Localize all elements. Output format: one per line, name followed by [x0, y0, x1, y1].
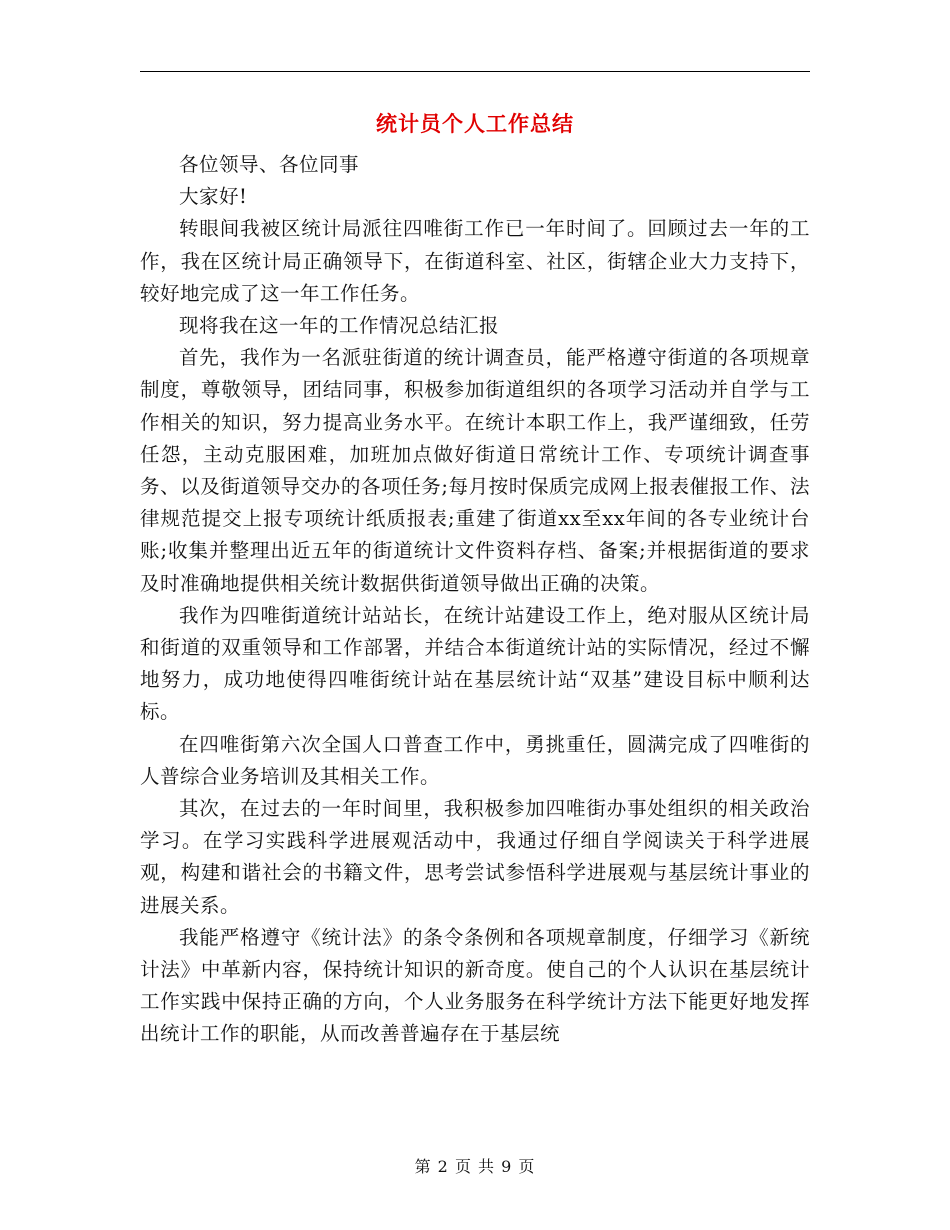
paragraph-report-lead: 现将我在这一年的工作情况总结汇报 [179, 314, 500, 338]
page-number: 第 2 页 共 9 页 [414, 1157, 536, 1176]
paragraph-greeting: 大家好! [179, 185, 248, 209]
document-body [140, 149, 810, 1051]
paragraph-first: 首先，我作为一名派驻街道的统计调查员，能严格遵守街道的各项规章制度，尊敬领导，团结同事，积极参加街道组织的各项学习活动并自学与工作相关的知识，努力提高业务水平。在统计本职工作上，我严谨细致，任劳任怨，主动克服困难，加班加点做好街道日常统计工作、专项统计调查事务、以及街道领导交办的各项任务;每月按时保质完成网上报表催报工作、法律规范提交上报专项统计纸质报表;重建了街道xx至xx年间的各专业统计台账;收集并整理出近五年的街道统计文件资料存档、备案;并根据街道的要求及时准确地提供相关统计数据供街道领导做出正确的决策。 [140, 346, 810, 595]
paragraph-census: 在四唯街第六次全国人口普查工作中，勇挑重任，圆满完成了四唯街的人普综合业务培训及其相关工作。 [140, 732, 810, 788]
document-title: 统计员个人工作总结 [376, 112, 574, 136]
header-rule [140, 71, 810, 72]
paragraph-salutation: 各位领导、各位同事 [179, 153, 360, 176]
paragraph-law: 我能严格遵守《统计法》的条令条例和各项规章制度，仔细学习《新统计法》中革新内容，保持统计知识的新奇度。使自己的个人认识在基层统计工作实践中保持正确的方向，个人业务服务在科学统计方法下能更好地发挥出统计工作的职能，从而改善普遍存在于基层统 [140, 925, 810, 1046]
paragraph-second: 其次，在过去的一年时间里，我积极参加四唯街办事处组织的相关政治学习。在学习实践科学进展观活动中，我通过仔细自学阅读关于科学进展观，构建和谐社会的书籍文件，思考尝试参悟科学进展观与基层统计事业的进展关系。 [140, 797, 810, 917]
paragraph-station: 我作为四唯街道统计站站长，在统计站建设工作上，绝对服从区统计局和街道的双重领导和工作部署，并结合本街道统计站的实际情况，经过不懈地努力，成功地使得四唯街统计站在基层统计站“双基”建设目标中顺利达标。 [140, 603, 810, 724]
paragraph-intro: 转眼间我被区统计局派往四唯街工作已一年时间了。回顾过去一年的工作，我在区统计局正确领导下，在街道科室、社区，街辖企业大力支持下，较好地完成了这一年工作任务。 [140, 217, 810, 305]
